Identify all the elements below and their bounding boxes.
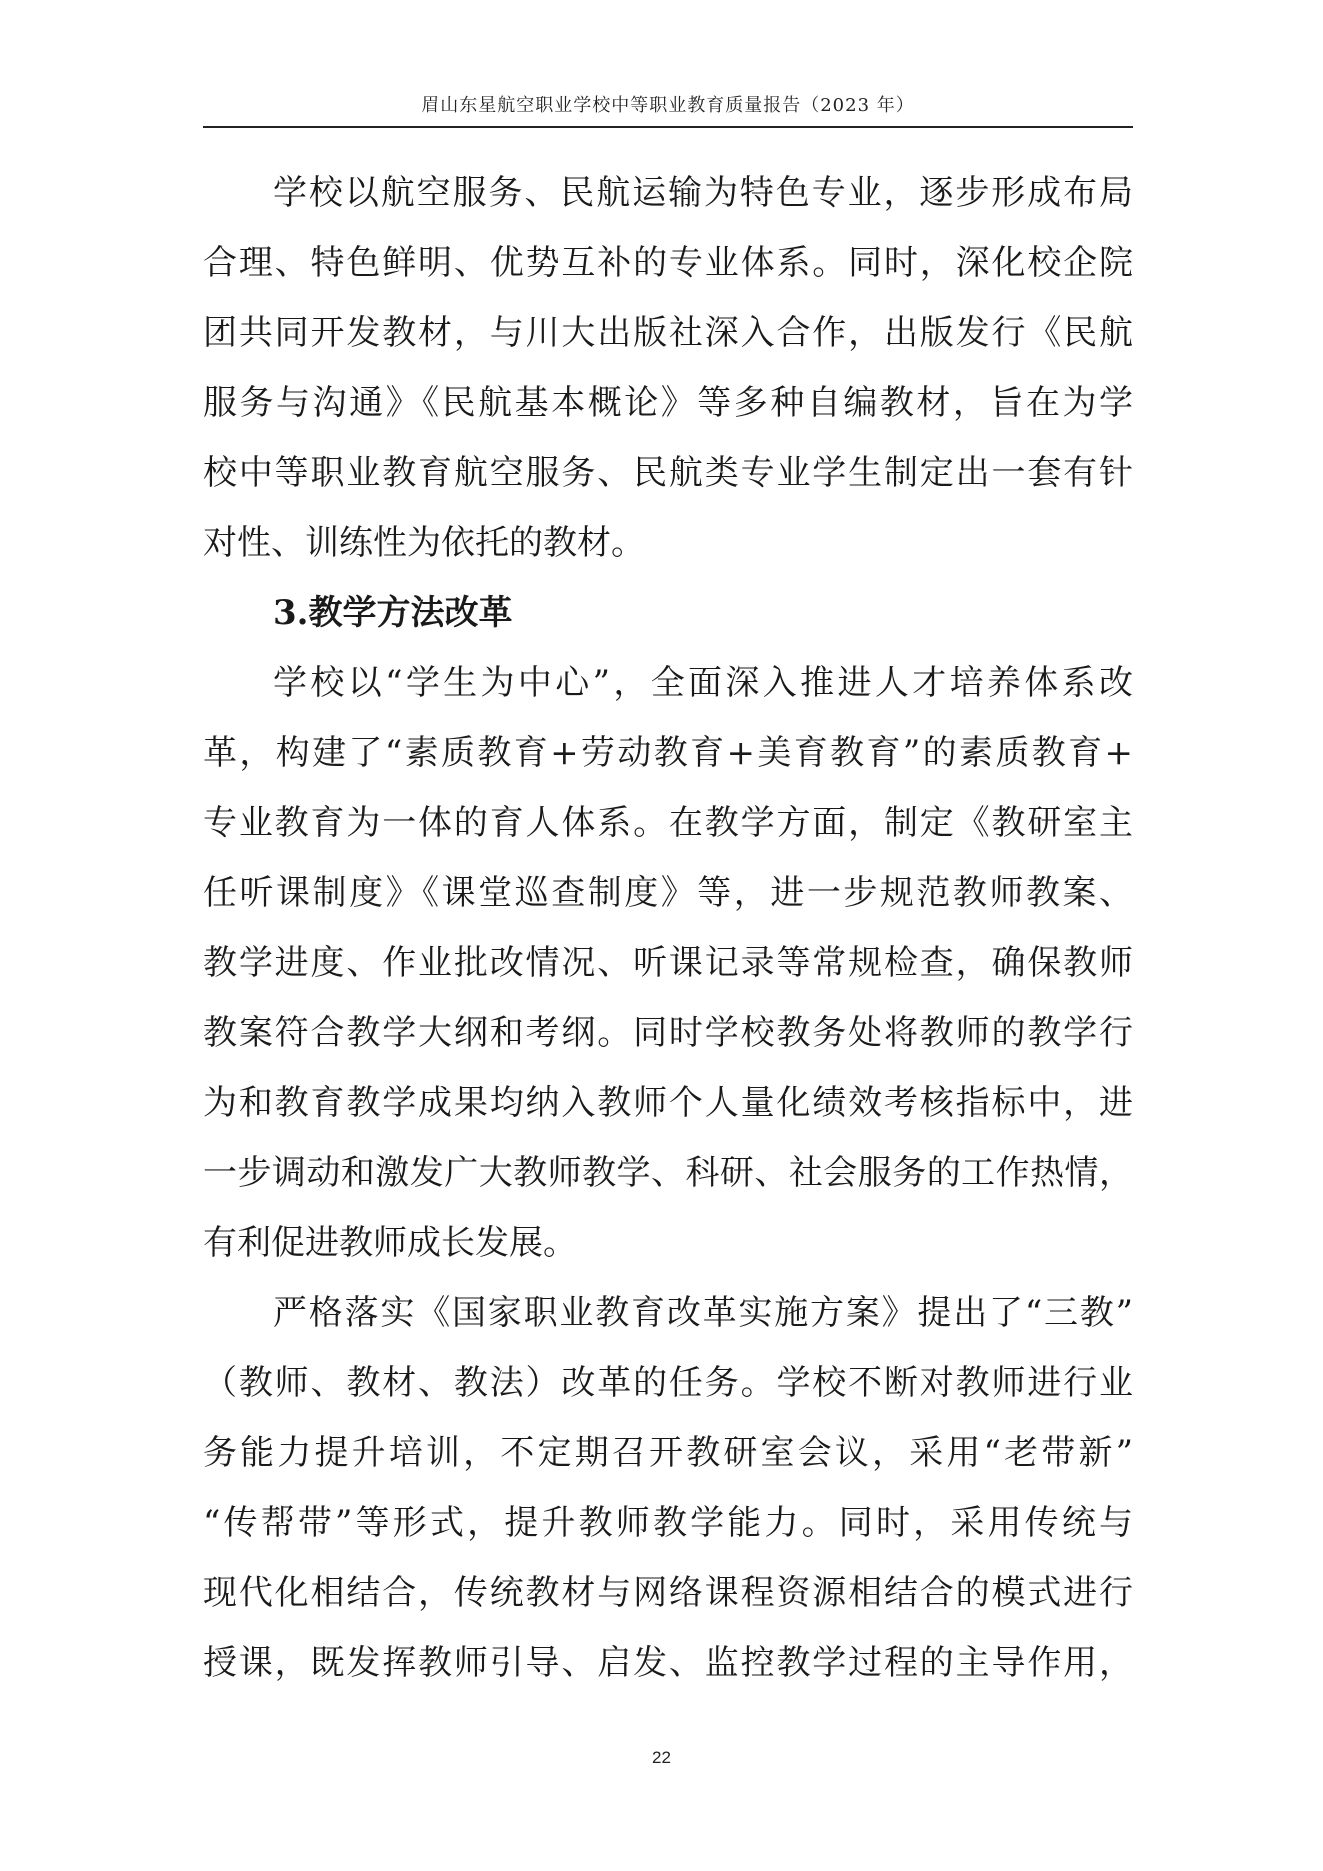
paragraph-line: （教师、教材、教法）改革的任务。学校不断对教师进行业 <box>203 1363 1133 1403</box>
page-header <box>203 92 1133 128</box>
page-number: 22 <box>652 1748 671 1767</box>
paragraph-line: 学校以“学生为中心”，全面深入推进人才培养体系改 <box>273 663 1133 703</box>
paragraph-line: 合理、特色鲜明、优势互补的专业体系。同时，深化校企院 <box>203 243 1133 283</box>
paragraph-line: 有利促进教师成长发展。 <box>203 1223 577 1263</box>
paragraph-line: 为和教育教学成果均纳入教师个人量化绩效考核指标中，进 <box>203 1083 1133 1123</box>
paragraph-line: 现代化相结合，传统教材与网络课程资源相结合的模式进行 <box>203 1573 1133 1613</box>
paragraph-line: “传帮带”等形式，提升教师教学能力。同时，采用传统与 <box>203 1503 1133 1543</box>
section-heading: 3.教学方法改革 <box>273 593 513 633</box>
paragraph-line: 对性、训练性为依托的教材。 <box>203 523 645 563</box>
paragraph-line: 严格落实《国家职业教育改革实施方案》提出了“三教” <box>273 1293 1133 1333</box>
header-title: 眉山东星航空职业学校中等职业教育质量报告（2023 年） <box>421 95 915 116</box>
paragraph-line: 学校以航空服务、民航运输为特色专业，逐步形成布局 <box>273 173 1133 213</box>
paragraph-line: 革，构建了“素质教育+劳动教育+美育教育”的素质教育+ <box>203 733 1133 773</box>
paragraph-line: 授课，既发挥教师引导、启发、监控教学过程的主导作用， <box>203 1643 1133 1683</box>
paragraph-line: 任听课制度》《课堂巡查制度》等，进一步规范教师教案、 <box>203 873 1133 913</box>
paragraph-line: 团共同开发教材，与川大出版社深入合作，出版发行《民航 <box>203 313 1133 353</box>
document-body <box>203 158 1133 1698</box>
paragraph-line: 校中等职业教育航空服务、民航类专业学生制定出一套有针 <box>203 453 1133 493</box>
paragraph-line: 教案符合教学大纲和考纲。同时学校教务处将教师的教学行 <box>203 1013 1133 1053</box>
paragraph-line: 务能力提升培训，不定期召开教研室会议，采用“老带新” <box>203 1433 1133 1473</box>
paragraph-line: 专业教育为一体的育人体系。在教学方面，制定《教研室主 <box>203 803 1133 843</box>
paragraph-line: 服务与沟通》《民航基本概论》等多种自编教材，旨在为学 <box>203 383 1133 423</box>
paragraph-line: 一步调动和激发广大教师教学、科研、社会服务的工作热情， <box>203 1153 1133 1193</box>
paragraph-line: 教学进度、作业批改情况、听课记录等常规检查，确保教师 <box>203 943 1133 983</box>
